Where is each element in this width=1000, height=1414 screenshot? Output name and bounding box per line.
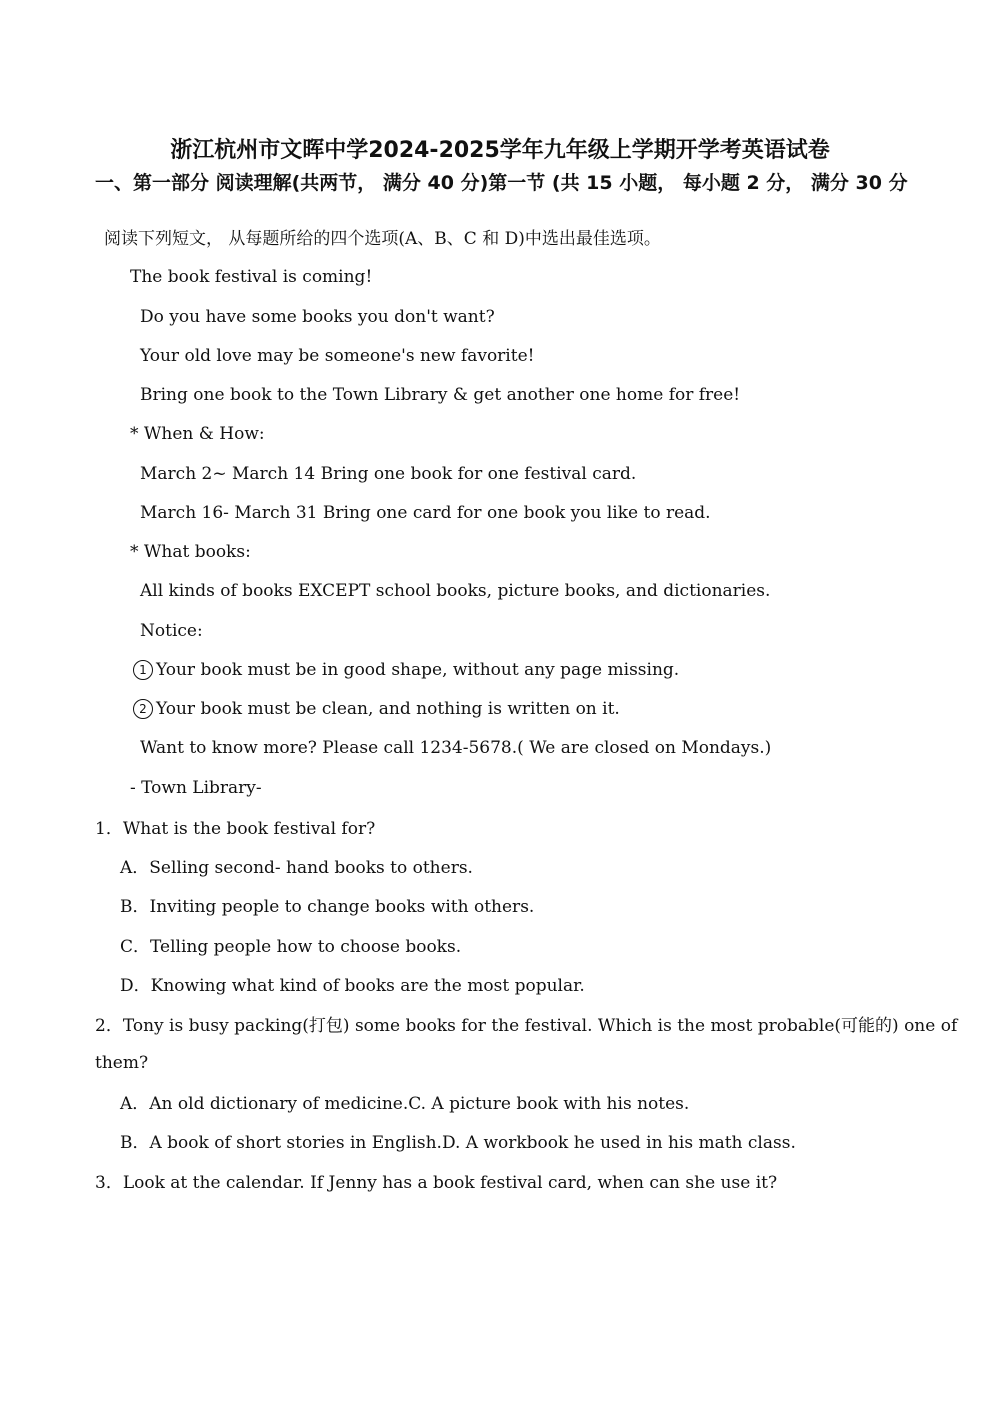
passage-line: Do you have some books you don't want? [140,307,495,327]
passage-line: March 16- March 31 Bring one card for one book you like to read. [140,503,711,523]
question-number: 3． [95,1173,123,1193]
option-b-d: B．A book of short stories in English.D. A workbook he used in his math class. [120,1133,796,1153]
question-2 [95,1015,957,1037]
notice-item [133,698,620,720]
question-1 [95,818,375,840]
passage-line: Bring one book to the Town Library & get another one home for free! [140,385,741,405]
contact-line: Want to know more? Please call 1234-5678.( We are closed on Mondays.) [140,738,772,758]
option-b: B．Inviting people to change books with others. [120,897,535,917]
question-number: 2． [95,1016,123,1036]
what-books-heading: * What books: [130,542,251,562]
section-heading: 一、第一部分 阅读理解(共两节， 满分 40 分)第一节 (共 15 小题， 每小题 2 分， 满分 30 分 [95,172,908,194]
passage-line: March 2~ March 14 Bring one book for one festival card. [140,464,637,484]
option-c: C．Telling people how to choose books. [120,937,462,957]
option-a-c: A．An old dictionary of medicine.C. A picture book with his notes. [120,1094,690,1114]
circled-number-2: 2 [133,699,153,719]
question-text: What is the book festival for? [122,819,376,839]
notice-text: Your book must be in good shape, without any page missing. [156,660,680,680]
question-3 [95,1172,777,1194]
question-number: 1． [95,819,123,839]
option-a: A．Selling second- hand books to others. [120,858,473,878]
passage-line: All kinds of books EXCEPT school books, picture books, and dictionaries. [140,581,771,601]
passage-signature: - Town Library- [130,778,262,798]
exam-title: 浙江杭州市文晖中学2024-2025学年九年级上学期开学考英语试卷 [170,138,830,163]
notice-text: Your book must be clean, and nothing is written on it. [156,699,620,719]
passage-line: Your old love may be someone's new favorite! [140,346,535,366]
instruction-text: 阅读下列短文， 从每题所给的四个选项(A、B、C 和 D)中选出最佳选项。 [104,229,661,249]
question-text: Tony is busy packing(打包) some books for the festival. Which is the most probable(可能的) one of [122,1016,958,1036]
option-d: D．Knowing what kind of books are the most popular. [120,976,585,996]
question-text-continued: them? [95,1053,149,1073]
when-how-heading: * When & How: [130,424,265,444]
notice-item [133,659,679,681]
passage-headline: The book festival is coming! [130,267,373,287]
question-text: Look at the calendar. If Jenny has a book festival card, when can she use it? [122,1173,778,1193]
notice-heading: Notice: [140,621,203,641]
circled-number-1: 1 [133,660,153,680]
